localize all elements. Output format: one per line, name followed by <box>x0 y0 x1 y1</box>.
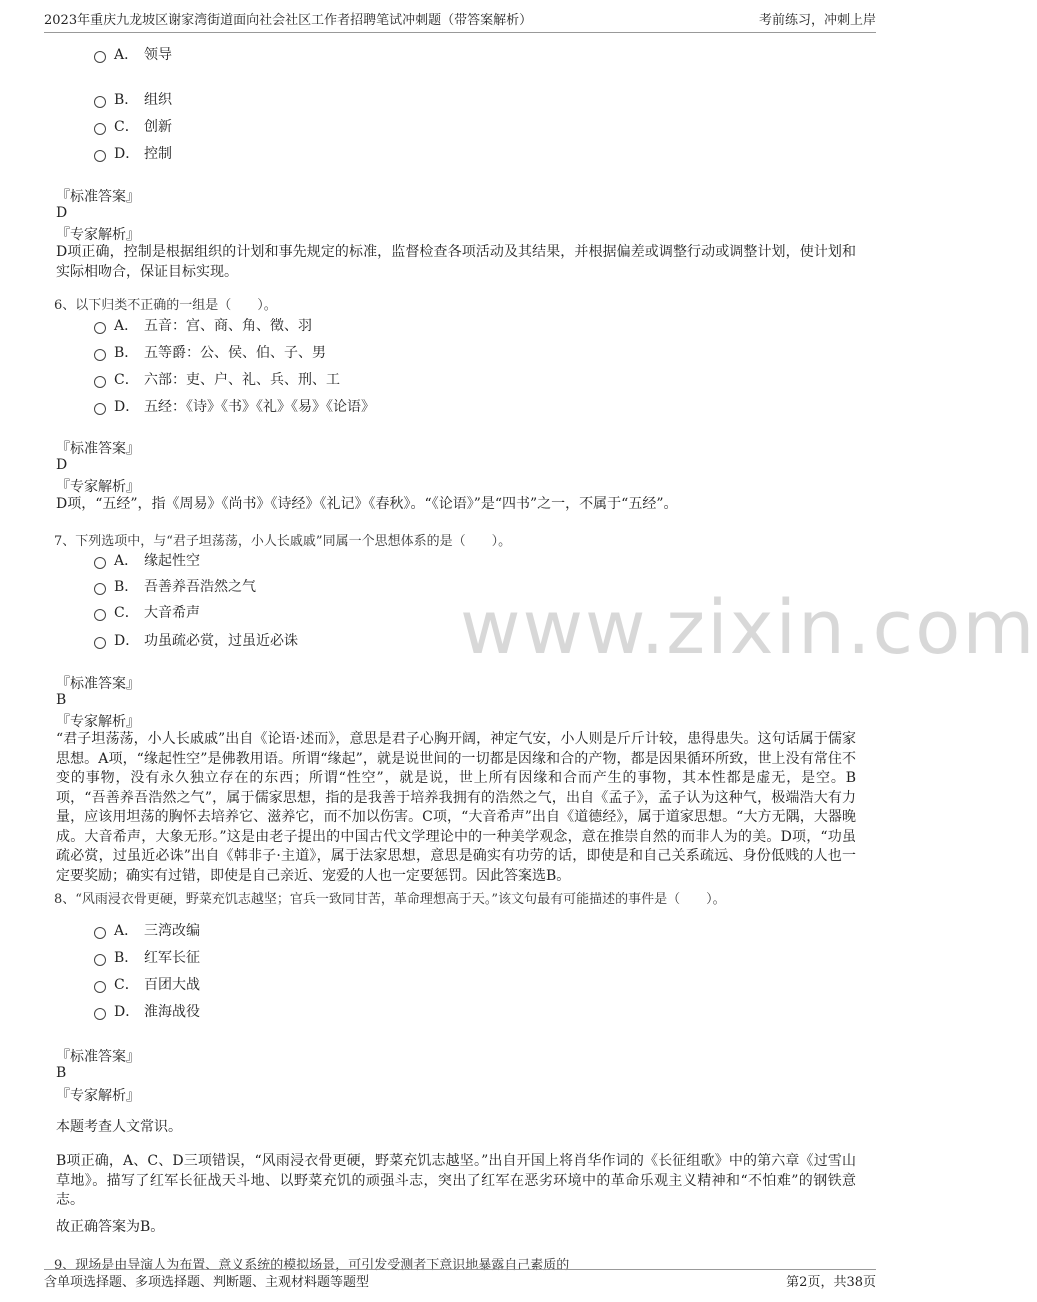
analysis-tag: 『专家解析』 <box>56 479 140 495</box>
option-d[interactable]: D． 五经：《诗》《书》《礼》《易》《论语》 <box>94 398 375 416</box>
analysis-text: D项正确，控制是根据组织的计划和事先规定的标准，监督检查各项活动及其结果，并根据偏差或调整行动或调整计划，使计划和实际相吻合，保证目标实现。 <box>56 244 856 280</box>
option-a[interactable]: A． 缘起性空 <box>94 552 200 570</box>
radio-icon[interactable] <box>94 51 106 63</box>
radio-icon[interactable] <box>94 609 106 621</box>
option-b[interactable]: B． 红军长征 <box>94 949 200 967</box>
question-8: 8、“风雨浸衣骨更硬，野菜充饥志越坚；官兵一致同甘苦，革命理想高于天。”该文句最有可能描述的事件是（ ）。 <box>54 892 726 907</box>
question-7: 7、下列选项中，与“君子坦荡荡，小人长戚戚”同属一个思想体系的是（ ）。 <box>54 534 512 549</box>
question-6: 6、以下归类不正确的一组是（ ）。 <box>54 298 277 313</box>
option-d[interactable]: D． 控制 <box>94 145 172 163</box>
option-b[interactable]: B． 吾善养吾浩然之气 <box>94 578 256 596</box>
radio-icon[interactable] <box>94 349 106 361</box>
footer-question-types: 含单项选择题、多项选择题、判断题、主观材料题等题型 <box>44 1275 370 1290</box>
question-9-partial: 9、现场是由导演人为布置、意义系统的模拟场景，可引发受测者下意识地暴露自己素质的 <box>54 1258 570 1273</box>
header-slogan: 考前练习，冲刺上岸 <box>758 13 876 28</box>
option-b[interactable]: B． 五等爵：公、侯、伯、子、男 <box>94 344 326 362</box>
radio-icon[interactable] <box>94 96 106 108</box>
watermark: www.zixin.com <box>460 585 1037 671</box>
answer-value: D <box>56 205 68 221</box>
analysis-conclusion: 故正确答案为B。 <box>56 1219 165 1235</box>
option-c[interactable]: C． 创新 <box>94 118 172 136</box>
analysis-text: D项，“五经”，指《周易》《尚书》《诗经》《礼记》《春秋》。“《论语》”是“四书”之一，不属于“五经”。 <box>56 496 678 512</box>
radio-icon[interactable] <box>94 403 106 415</box>
option-d[interactable]: D． 功虽疏必赏，过虽近必诛 <box>94 632 298 650</box>
answer-tag: 『标准答案』 <box>56 441 140 457</box>
answer-tag: 『标准答案』 <box>56 676 140 692</box>
radio-icon[interactable] <box>94 927 106 939</box>
page-header <box>44 10 876 33</box>
radio-icon[interactable] <box>94 981 106 993</box>
radio-icon[interactable] <box>94 150 106 162</box>
answer-value: B <box>56 1065 67 1081</box>
document-title: 2023年重庆九龙坡区谢家湾街道面向社会社区工作者招聘笔试冲刺题（带答案解析） <box>44 13 533 28</box>
radio-icon[interactable] <box>94 954 106 966</box>
option-c[interactable]: C． 六部：吏、户、礼、兵、刑、工 <box>94 371 340 389</box>
analysis-text: B项正确，A、C、D三项错误，“风雨浸衣骨更硬，野菜充饥志越坚。”出自开国上将肖华作词的《长征组歌》中的第六章《过雪山草地》。描写了红军长征战天斗地、以野菜充饥的顽强斗志，突出了红军在恶劣环境中的革命乐观主义精神和“不怕难”的钢铁意志。 <box>56 1153 856 1208</box>
analysis-tag: 『专家解析』 <box>56 227 140 243</box>
analysis-tag: 『专家解析』 <box>56 714 140 730</box>
radio-icon[interactable] <box>94 1008 106 1020</box>
analysis-text: “君子坦荡荡，小人长戚戚”出自《论语·述而》，意思是君子心胸开阔，神定气安，小人则是斤斤计较，患得患失。这句话属于儒家思想。A项，“缘起性空”是佛教用语。所谓“缘起”，就是说世间的一切都是因缘和合的产物，都是因果循环所致，世上没有常住不变的事物，没有永久独立存在的东西；所谓“性空”，就是说，世上所有因缘和合而产生的事物，其本性都是虚无，是空。B项，“吾善养吾浩然之气”，属于儒家思想，指的是我善于培养我拥有的浩然之气，出自《孟子》，孟子认为这种气，极端浩大有力量，应该用坦荡的胸怀去培养它、滋养它，而不加以伤害。C项，“大音希声”出自《道德经》，属于道家思想。“大方无隅，大器晚成。大音希声，大象无形。”这是由老子提出的中国古代文学理论中的一种美学观念，意在推崇自然的而非人为的美。D项，“功虽疏必赏，过虽近必诛”出自《韩非子·主道》，属于法家思想，意思是确实有功劳的话，即使是和自己关系疏远、身份低贱的人也一定要奖励；确实有过错，即使是自己亲近、宠爱的人也一定要惩罚。因此答案选B。 <box>56 731 856 884</box>
option-c[interactable]: C． 百团大战 <box>94 976 200 994</box>
page-footer <box>44 1269 876 1292</box>
option-a[interactable]: A． 五音：宫、商、角、徵、羽 <box>94 317 312 335</box>
radio-icon[interactable] <box>94 557 106 569</box>
radio-icon[interactable] <box>94 583 106 595</box>
answer-tag: 『标准答案』 <box>56 189 140 205</box>
option-d[interactable]: D． 淮海战役 <box>94 1003 200 1021</box>
page-number: 第2页，共38页 <box>786 1275 876 1290</box>
option-b[interactable]: B． 组织 <box>94 91 172 109</box>
option-c[interactable]: C． 大音希声 <box>94 604 200 622</box>
option-a[interactable]: A． 领导 <box>94 46 172 64</box>
analysis-intro: 本题考查人文常识。 <box>56 1119 182 1135</box>
radio-icon[interactable] <box>94 376 106 388</box>
radio-icon[interactable] <box>94 123 106 135</box>
analysis-tag: 『专家解析』 <box>56 1088 140 1104</box>
radio-icon[interactable] <box>94 637 106 649</box>
answer-value: D <box>56 457 68 473</box>
option-a[interactable]: A． 三湾改编 <box>94 922 200 940</box>
radio-icon[interactable] <box>94 322 106 334</box>
answer-value: B <box>56 692 67 708</box>
answer-tag: 『标准答案』 <box>56 1049 140 1065</box>
